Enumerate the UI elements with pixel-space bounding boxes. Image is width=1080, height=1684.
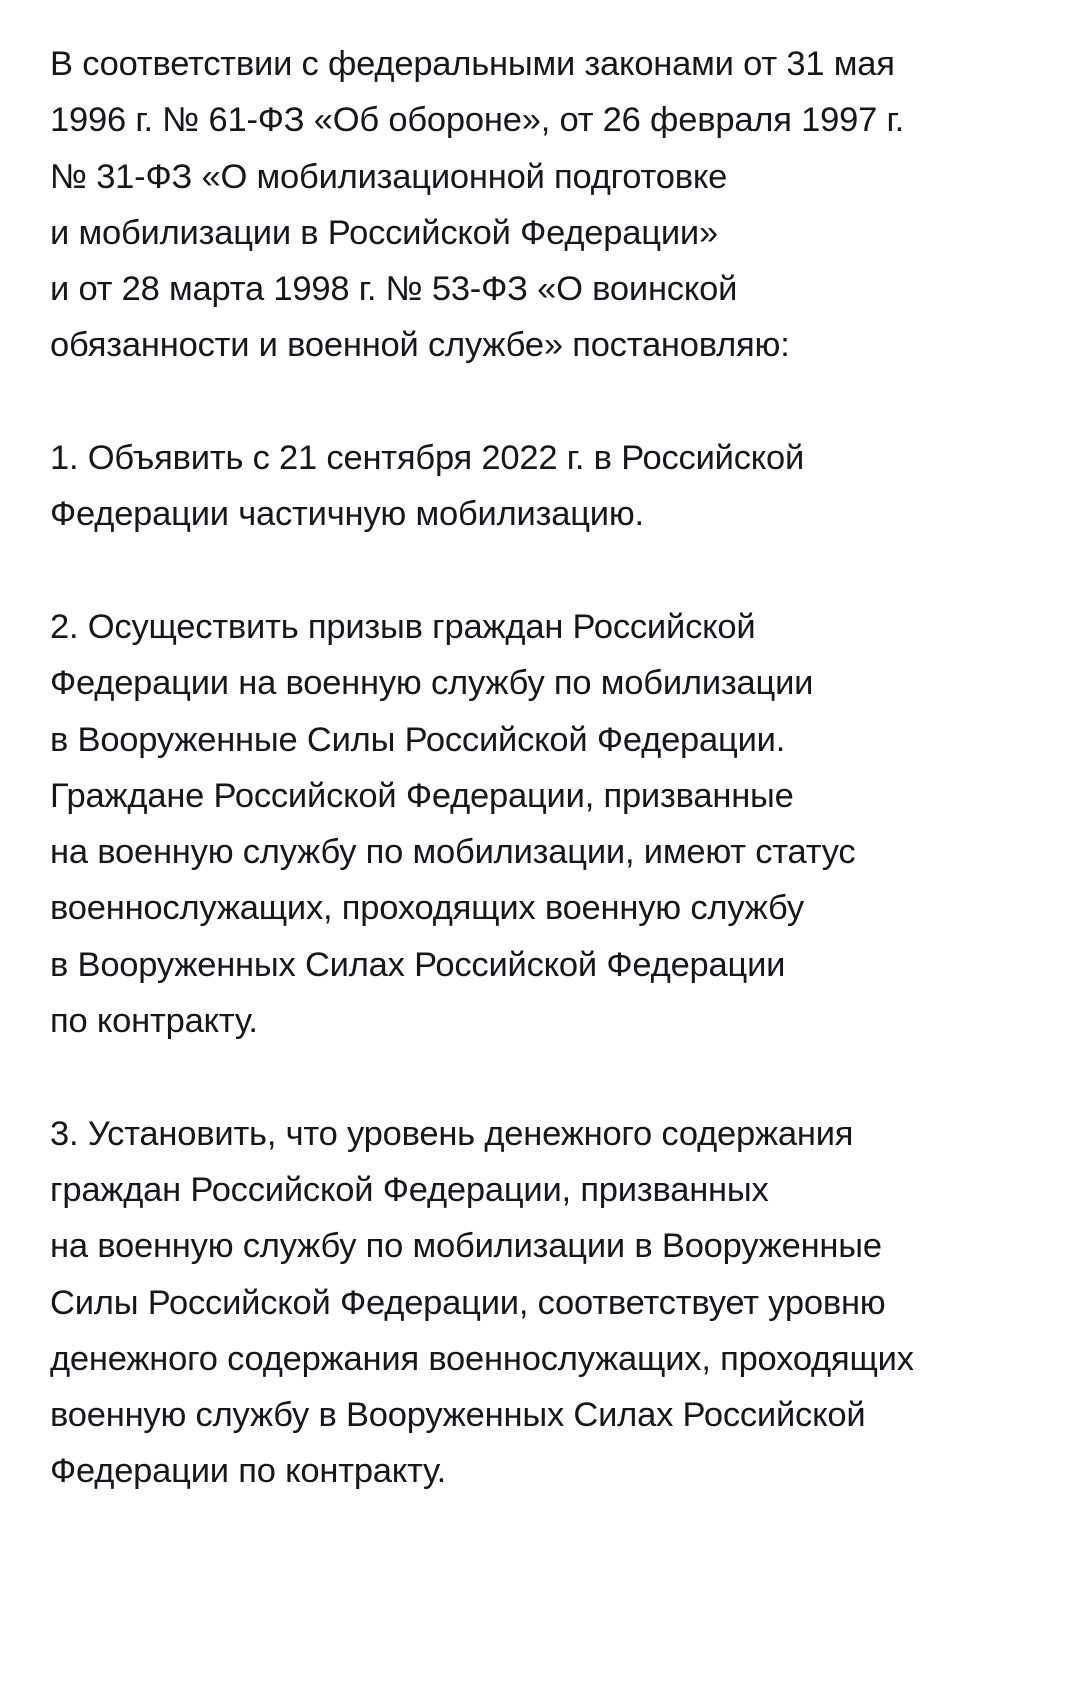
- text-line: денежного содержания военнослужащих, проходящих: [50, 1339, 914, 1378]
- text-line: Граждане Российской Федерации, призванные: [50, 776, 794, 815]
- preamble-paragraph: [50, 36, 1050, 374]
- text-line: по контракту.: [50, 1002, 258, 1041]
- text-line: и мобилизации в Российской Федерации»: [50, 213, 718, 252]
- text-line: в Вооруженные Силы Российской Федерации.: [50, 720, 786, 759]
- text-line: военнослужащих, проходящих военную службу: [50, 889, 804, 928]
- text-line: В соответствии с федеральными законами от 31 мая: [50, 45, 895, 83]
- text-line: 2. Осуществить призыв граждан Российской: [50, 607, 756, 646]
- text-line: Федерации по контракту.: [50, 1452, 447, 1491]
- text-line: обязанности и военной службе» постановляю:: [50, 326, 790, 365]
- text-line: 3. Установить, что уровень денежного содержания: [50, 1114, 854, 1153]
- text-line: 1996 г. № 61-ФЗ «Об обороне», от 26 февраля 1997 г.: [50, 101, 905, 140]
- text-line: и от 28 марта 1998 г. № 53-ФЗ «О воинской: [50, 270, 738, 309]
- text-line: граждан Российской Федерации, призванных: [50, 1170, 769, 1209]
- text-line: в Вооруженных Силах Российской Федерации: [50, 945, 786, 984]
- document-body: [50, 36, 1050, 1556]
- clause-2-paragraph: [50, 599, 1050, 1049]
- text-line: военную службу в Вооруженных Силах Российской: [50, 1396, 866, 1435]
- clause-1-paragraph: [50, 430, 1050, 543]
- clause-3-paragraph: [50, 1106, 1050, 1500]
- text-line: Федерации на военную службу по мобилизации: [50, 664, 814, 703]
- text-line: на военную службу по мобилизации в Вооруженные: [50, 1227, 882, 1266]
- text-line: Федерации частичную мобилизацию.: [50, 495, 644, 534]
- text-line: Силы Российской Федерации, соответствует уровню: [50, 1283, 886, 1322]
- text-line: 1. Объявить с 21 сентября 2022 г. в Российской: [50, 439, 805, 478]
- text-line: на военную службу по мобилизации, имеют статус: [50, 833, 856, 872]
- text-line: № 31-ФЗ «О мобилизационной подготовке: [50, 157, 728, 196]
